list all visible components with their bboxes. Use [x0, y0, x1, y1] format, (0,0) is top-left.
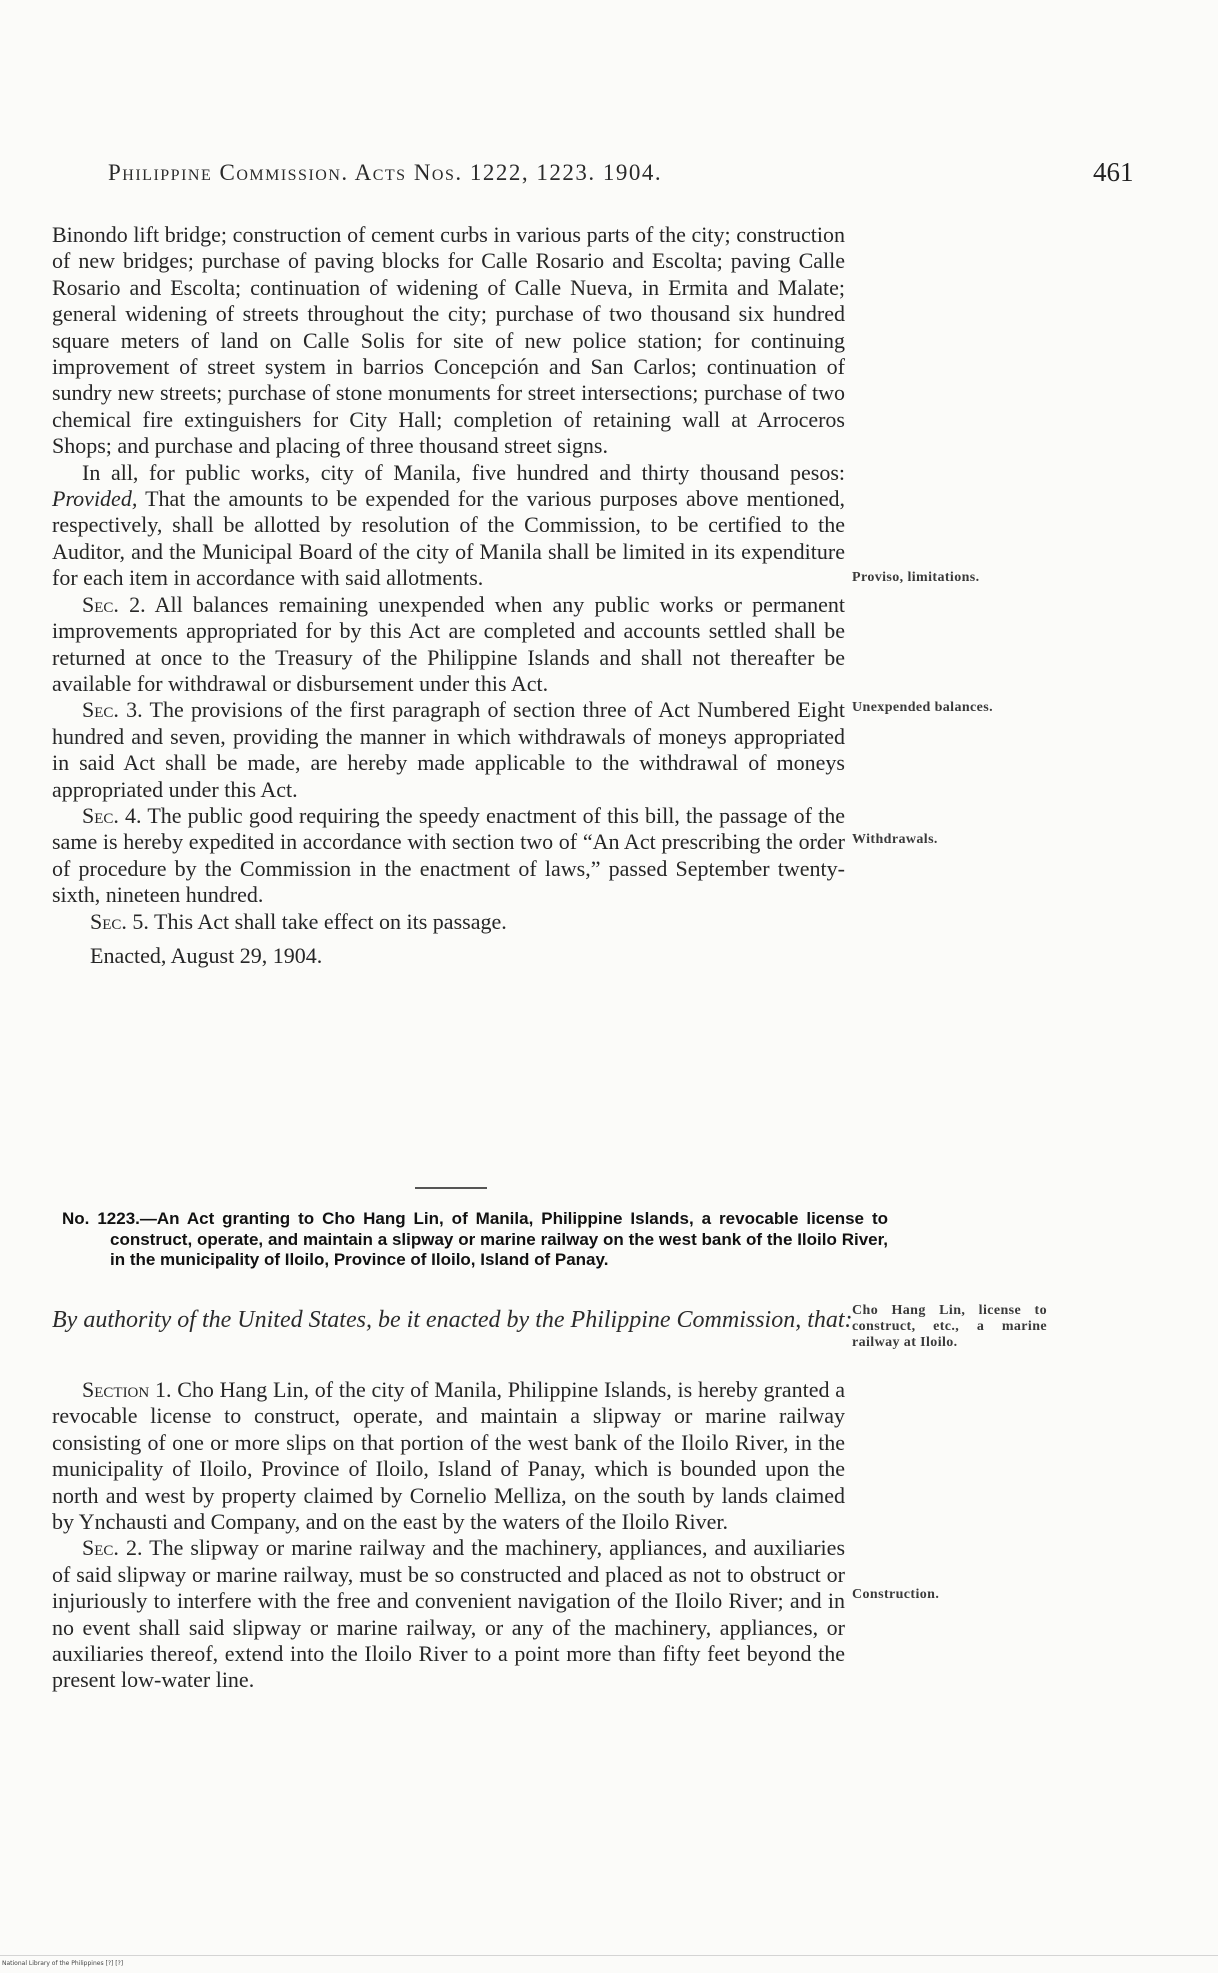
- paragraph-total-appropriation: [52, 460, 845, 592]
- page-number: 461: [1093, 157, 1134, 187]
- margin-note-withdrawals: Withdrawals.: [852, 832, 938, 847]
- act-1223-body: [52, 1377, 845, 1694]
- paragraph-public-works-list: Binondo lift bridge; construction of cement curbs in various parts of the city; construction of new bridges; purchase of paving blocks for Calle Rosario and Escolta; paving Calle Rosario and Escolta; continuation of widening of Calle Nueva, in Ermita and Malate; general widening of streets throughout the city; purchase of two thousand six hundred square meters of land on Calle Solis for site of new police station; for continuing improvement of street system in barrios Concepción and San Carlos; continuation of sundry new streets; purchase of stone monuments for street intersections; purchase of two chemical fire extinguishers for City Hall; completion of retaining wall at Arroceros Shops; and purchase and placing of three thousand street signs.: [52, 222, 845, 459]
- act-1223-section-1-text: Cho Hang Lin, of the city of Manila, Philippine Islands, is hereby granted a revocable license to construct, operate, and maintain a slipway or marine railway consisting of one or more slips on that portion of the west bank of the Iloilo River, in the municipality of Iloilo, Province of Iloilo, Island of Panay, which is bounded upon the north and west by property claimed by Cornelio Melliza, on the south by lands claimed by Ynchausti and Company, and on the east by the waters of the Iloilo River.: [52, 1377, 845, 1535]
- footer-divider: [0, 1955, 1218, 1956]
- act-1223-heading: No. 1223.—An Act granting to Cho Hang Lin, of Manila, Philippine Islands, a revocable license to construct, operate, and maintain a slipway or marine railway on the west bank of the Iloilo River, in the municipality of Iloilo, Province of Iloilo, Island of Panay.: [62, 1209, 888, 1269]
- margin-note-cho-hang-lin: Cho Hang Lin, license to construct, etc., a marine railway at Iloilo.: [852, 1303, 1047, 1350]
- act-1223-section-2-text: The slipway or marine railway and the machinery, appliances, and auxiliaries of said slipway or marine railway, must be so constructed and placed as not to obstruct or injuriously to interfere with the free and convenient navigation of the Iloilo River; and in no event shall said slipway or marine railway, or any of the machinery, appliances, or auxiliaries thereof, extend into the Iloilo River to a point more than fifty feet beyond the present low-water line.: [52, 1535, 846, 1693]
- section-divider: [415, 1187, 487, 1189]
- section-3-label: Sec. 3.: [82, 697, 143, 723]
- enacting-clause: By authority of the United States, be it enacted by the Philippine Commission, that:: [52, 1307, 853, 1333]
- section-5: [52, 909, 845, 935]
- section-3-text: The provisions of the first paragraph of section three of Act Numbered Eight hundred and seven, providing the manner in which withdrawals of moneys appropriated in said Act shall be made, are hereby made applicable to the withdrawal of moneys appropriated under this Act.: [52, 697, 845, 802]
- section-4: [52, 803, 845, 909]
- margin-note-construction: Construction.: [852, 1587, 940, 1602]
- act-1223-section-2: [52, 1535, 845, 1693]
- total-appropriation-text: In all, for public works, city of Manila, five hundred and thirty thousand pesos:: [82, 459, 845, 485]
- margin-note-unexpended: Unexpended balances.: [852, 700, 994, 715]
- section-4-text: The public good requiring the speedy enactment of this bill, the passage of the same is hereby expedited in accordance with section two of “An Act prescribing the order of procedure by the Commission in the enactment of laws,” passed September twenty-sixth, nineteen hundred.: [52, 802, 845, 908]
- section-5-text: This Act shall take effect on its passage.: [148, 908, 507, 934]
- section-2-label: Sec. 2.: [82, 591, 146, 617]
- act-1223-section-2-label: Sec. 2.: [82, 1535, 143, 1561]
- section-2-text: All balances remaining unexpended when any public works or permanent improvements appropriated for by this Act are completed and accounts settled shall be returned at once to the Treasury of the Philippine Islands and shall not thereafter be available for withdrawal or disbursement under this Act.: [52, 591, 845, 696]
- enacted-date: Enacted, August 29, 1904.: [90, 942, 323, 968]
- proviso-text: That the amounts to be expended for the various purposes above mentioned, respectively, shall be allotted by resolution of the Commission, to be certified to the Auditor, and the Municipal Board of the city of Manila shall be limited in its expenditure for each item in accordance with said allotments.: [52, 486, 845, 591]
- act-1222-body: [52, 222, 845, 969]
- act-1223-section-1-label: Section 1.: [82, 1377, 172, 1402]
- section-5-label: Sec. 5.: [90, 908, 149, 934]
- provided-term: Provided,: [52, 486, 138, 512]
- running-head: [108, 160, 662, 186]
- footer-credit: National Library of the Philippines [?] [?]: [2, 1960, 124, 1967]
- section-4-label: Sec. 4.: [82, 802, 142, 828]
- act-1223-section-1: [52, 1377, 845, 1535]
- section-2: [52, 592, 845, 698]
- margin-note-proviso: Proviso, limitations.: [852, 570, 980, 585]
- running-head-text: Philippine Commission. Acts Nos. 1222, 1223. 1904.: [108, 160, 663, 185]
- section-3: [52, 697, 845, 803]
